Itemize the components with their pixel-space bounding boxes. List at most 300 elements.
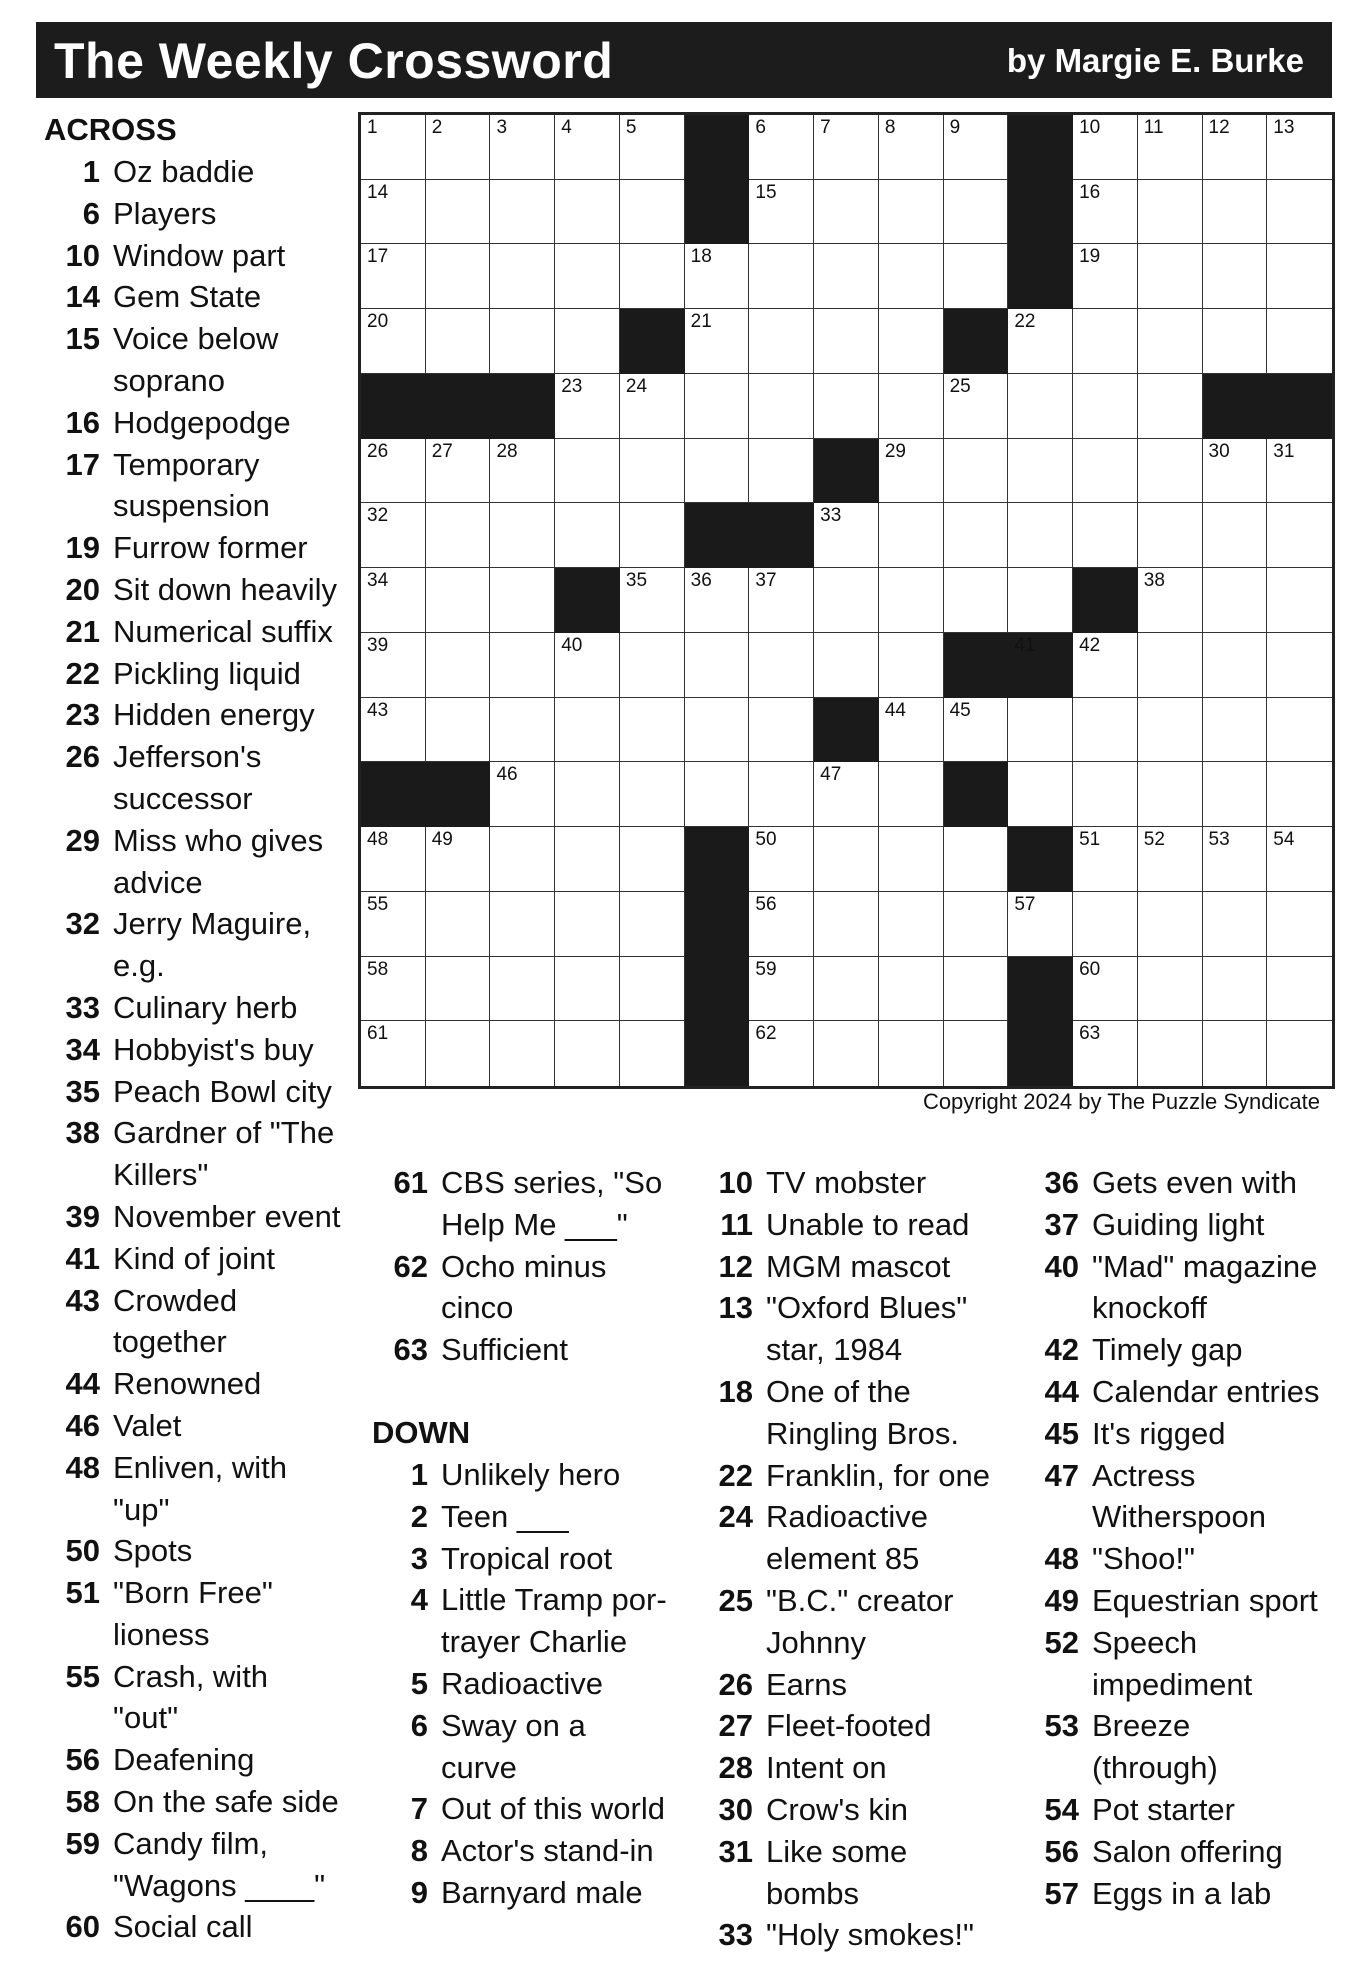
clue-text: knockoff <box>1092 1290 1207 1326</box>
grid-cell[interactable] <box>555 309 620 374</box>
grid-cell[interactable] <box>749 762 814 827</box>
black-square <box>555 568 620 633</box>
grid-cell[interactable] <box>814 957 879 1022</box>
grid-cell[interactable] <box>1267 762 1332 827</box>
clue-number: 11 <box>720 1206 753 1242</box>
clue-number: 27 <box>718 1708 753 1744</box>
grid-cell[interactable] <box>944 374 1009 439</box>
grid-cell[interactable] <box>426 957 491 1022</box>
grid-cell[interactable] <box>555 180 620 245</box>
black-square <box>426 374 491 439</box>
grid-cell[interactable] <box>426 827 491 892</box>
clue-line <box>1023 1873 1343 1915</box>
grid-cell[interactable] <box>1008 374 1073 439</box>
grid-cell[interactable] <box>490 180 555 245</box>
grid-cell[interactable] <box>1203 244 1268 309</box>
grid-cell[interactable] <box>749 892 814 957</box>
grid-cell[interactable] <box>1203 115 1268 180</box>
grid-cell[interactable] <box>361 1021 426 1086</box>
grid-cell[interactable] <box>1203 439 1268 504</box>
grid-cell[interactable] <box>1203 762 1268 827</box>
clue-line <box>1023 1705 1343 1747</box>
grid-cell[interactable] <box>490 957 555 1022</box>
grid-cell[interactable] <box>879 892 944 957</box>
grid-cell[interactable] <box>426 633 491 698</box>
clue-number: 63 <box>393 1332 428 1368</box>
clue-text: e.g. <box>113 948 165 984</box>
black-square <box>944 309 1009 374</box>
grid-cell[interactable] <box>944 503 1009 568</box>
grid-cell[interactable] <box>814 762 879 827</box>
grid-cell[interactable] <box>1008 503 1073 568</box>
clue-number: 24 <box>718 1499 753 1535</box>
clue-number: 20 <box>65 571 100 607</box>
clue-text: Players <box>113 195 217 231</box>
grid-cell[interactable] <box>361 503 426 568</box>
grid-cell[interactable] <box>814 568 879 633</box>
grid-cell[interactable] <box>1267 892 1332 957</box>
grid-cell[interactable] <box>749 827 814 892</box>
grid-cell[interactable] <box>879 957 944 1022</box>
black-square <box>1008 115 1073 180</box>
clue-line <box>372 1454 692 1496</box>
grid-cell[interactable] <box>1203 892 1268 957</box>
grid-cell[interactable] <box>1138 309 1203 374</box>
grid-cell[interactable] <box>944 1021 1009 1086</box>
grid-cell[interactable] <box>814 244 879 309</box>
grid-cell[interactable] <box>555 439 620 504</box>
grid-cell[interactable] <box>685 698 750 763</box>
grid-cell[interactable] <box>1138 244 1203 309</box>
grid-cell[interactable] <box>490 568 555 633</box>
cell-number: 61 <box>367 1023 389 1045</box>
grid-cell[interactable] <box>879 180 944 245</box>
grid-cell[interactable] <box>1008 439 1073 504</box>
grid-cell[interactable] <box>685 244 750 309</box>
grid-cell[interactable] <box>944 698 1009 763</box>
cell-number: 58 <box>367 958 389 980</box>
grid-cell[interactable] <box>620 633 685 698</box>
grid-cell[interactable] <box>426 244 491 309</box>
grid-cell[interactable] <box>814 827 879 892</box>
grid-cell[interactable] <box>490 503 555 568</box>
grid-cell[interactable] <box>749 309 814 374</box>
grid-cell[interactable] <box>879 698 944 763</box>
grid-cell[interactable] <box>555 115 620 180</box>
clue-text: star, 1984 <box>766 1332 903 1368</box>
grid-cell[interactable] <box>1008 762 1073 827</box>
grid-cell[interactable] <box>944 439 1009 504</box>
clue-text: Gem State <box>113 279 262 315</box>
cell-number: 48 <box>367 829 389 851</box>
grid-cell[interactable] <box>361 244 426 309</box>
clue-line <box>44 1697 354 1739</box>
grid-cell[interactable] <box>814 115 879 180</box>
grid-cell[interactable] <box>1073 827 1138 892</box>
cell-number: 50 <box>755 829 777 851</box>
cell-number: 3 <box>496 117 508 138</box>
grid-cell[interactable] <box>1203 309 1268 374</box>
grid-cell[interactable] <box>1203 827 1268 892</box>
grid-cell[interactable] <box>1138 180 1203 245</box>
grid-cell[interactable] <box>1073 180 1138 245</box>
grid-cell[interactable] <box>879 1021 944 1086</box>
grid-cell[interactable] <box>1138 957 1203 1022</box>
grid-cell[interactable] <box>814 503 879 568</box>
clue-line <box>44 1489 354 1531</box>
title-banner <box>36 22 1332 98</box>
grid-cell[interactable] <box>361 115 426 180</box>
grid-cell[interactable] <box>555 827 620 892</box>
grid-cell[interactable] <box>685 568 750 633</box>
grid-cell[interactable] <box>685 439 750 504</box>
cell-number: 44 <box>884 699 906 721</box>
grid-cell[interactable] <box>426 892 491 957</box>
grid-cell[interactable] <box>814 1021 879 1086</box>
grid-cell[interactable] <box>490 698 555 763</box>
grid-cell[interactable] <box>1138 1021 1203 1086</box>
grid-cell[interactable] <box>555 892 620 957</box>
grid-cell[interactable] <box>1073 762 1138 827</box>
clue-text: Tropical root <box>441 1540 613 1576</box>
grid-cell[interactable] <box>749 633 814 698</box>
clue-text: MGM mascot <box>766 1248 951 1284</box>
grid-cell[interactable] <box>490 892 555 957</box>
grid-cell[interactable] <box>879 633 944 698</box>
clue-number: 5 <box>410 1665 428 1701</box>
cell-number: 31 <box>1273 440 1295 462</box>
grid-cell[interactable] <box>426 698 491 763</box>
grid-cell[interactable] <box>1138 892 1203 957</box>
clue-text: Earns <box>766 1666 847 1702</box>
grid-cell[interactable] <box>814 374 879 439</box>
clue-text: Calendar entries <box>1092 1373 1320 1409</box>
cell-number: 19 <box>1079 246 1101 268</box>
cell-number: 24 <box>625 375 648 397</box>
clue-number <box>44 1489 113 1531</box>
grid-cell[interactable] <box>490 633 555 698</box>
grid-cell[interactable] <box>620 244 685 309</box>
clues-column-2 <box>372 1162 692 1371</box>
grid-cell[interactable] <box>749 439 814 504</box>
black-square <box>685 1021 750 1086</box>
grid-cell[interactable] <box>1203 180 1268 245</box>
cell-number: 52 <box>1143 829 1165 851</box>
grid-cell[interactable] <box>1073 439 1138 504</box>
black-square <box>814 439 879 504</box>
grid-cell[interactable] <box>749 115 814 180</box>
clue-number: 53 <box>1044 1708 1079 1744</box>
cell-number: 47 <box>820 764 842 786</box>
grid-cell[interactable] <box>1073 309 1138 374</box>
grid-cell[interactable] <box>1138 439 1203 504</box>
grid-cell[interactable] <box>490 1021 555 1086</box>
clue-text: Witherspoon <box>1092 1499 1267 1535</box>
grid-cell[interactable] <box>1008 698 1073 763</box>
grid-cell[interactable] <box>1267 827 1332 892</box>
grid-cell[interactable] <box>361 633 426 698</box>
grid-cell[interactable] <box>426 568 491 633</box>
grid-cell[interactable] <box>361 892 426 957</box>
clue-text: Renowned <box>113 1366 262 1402</box>
grid-cell[interactable] <box>1203 568 1268 633</box>
cell-number: 60 <box>1079 958 1101 980</box>
cell-number: 42 <box>1079 634 1101 656</box>
cell-number: 9 <box>949 117 961 138</box>
clue-text: On the safe side <box>113 1784 339 1820</box>
grid-cell[interactable] <box>1073 633 1138 698</box>
grid-cell[interactable] <box>1138 633 1203 698</box>
clue-number: 57 <box>1044 1875 1079 1911</box>
grid-cell[interactable] <box>620 180 685 245</box>
black-square <box>944 633 1009 698</box>
clue-text: Kind of joint <box>113 1240 275 1276</box>
clue-line <box>372 1287 692 1329</box>
grid-cell[interactable] <box>1073 244 1138 309</box>
grid-cell[interactable] <box>879 309 944 374</box>
clue-number: 48 <box>65 1449 100 1485</box>
grid-cell[interactable] <box>1267 698 1332 763</box>
grid-cell[interactable] <box>1073 1021 1138 1086</box>
clue-number <box>44 360 113 402</box>
grid-cell[interactable] <box>1138 698 1203 763</box>
clue-text: Spots <box>113 1533 193 1569</box>
clue-line <box>44 611 354 653</box>
grid-cell[interactable] <box>879 439 944 504</box>
grid-cell[interactable] <box>1138 115 1203 180</box>
grid-cell[interactable] <box>1203 698 1268 763</box>
grid-cell[interactable] <box>944 892 1009 957</box>
grid-cell[interactable] <box>1267 115 1332 180</box>
grid-cell[interactable] <box>944 957 1009 1022</box>
clue-line <box>44 235 354 277</box>
clue-line <box>1023 1580 1343 1622</box>
grid-cell[interactable] <box>555 633 620 698</box>
grid-cell[interactable] <box>361 439 426 504</box>
grid-cell[interactable] <box>814 309 879 374</box>
clue-line <box>697 1496 1017 1538</box>
clue-text: Equestrian sport <box>1092 1582 1318 1618</box>
grid-cell[interactable] <box>555 762 620 827</box>
grid-cell[interactable] <box>426 180 491 245</box>
grid-cell[interactable] <box>1073 957 1138 1022</box>
grid-cell[interactable] <box>620 115 685 180</box>
grid-cell[interactable] <box>490 762 555 827</box>
grid-cell[interactable] <box>1138 503 1203 568</box>
grid-cell[interactable] <box>426 439 491 504</box>
grid-cell[interactable] <box>879 115 944 180</box>
grid-cell[interactable] <box>1073 892 1138 957</box>
grid-cell[interactable] <box>1008 309 1073 374</box>
clue-number: 34 <box>65 1031 100 1067</box>
cell-number: 38 <box>1143 570 1165 592</box>
grid-cell[interactable] <box>490 244 555 309</box>
grid-cell[interactable] <box>1203 1021 1268 1086</box>
grid-cell[interactable] <box>620 568 685 633</box>
grid-cell[interactable] <box>685 374 750 439</box>
grid-cell[interactable] <box>490 439 555 504</box>
grid-cell[interactable] <box>879 827 944 892</box>
grid-cell[interactable] <box>426 1021 491 1086</box>
clue-line <box>44 1656 354 1698</box>
grid-cell[interactable] <box>426 115 491 180</box>
clue-line <box>1023 1789 1343 1831</box>
grid-cell[interactable] <box>1203 957 1268 1022</box>
grid-cell[interactable] <box>620 762 685 827</box>
cell-number: 29 <box>884 440 906 462</box>
clue-line <box>44 1321 354 1363</box>
cell-number: 26 <box>367 440 389 462</box>
grid-cell[interactable] <box>1073 503 1138 568</box>
clue-text: Gardner of "The <box>113 1115 335 1151</box>
cell-number: 7 <box>820 117 831 138</box>
grid-cell[interactable] <box>879 762 944 827</box>
grid-cell[interactable] <box>1267 957 1332 1022</box>
grid-cell[interactable] <box>749 1021 814 1086</box>
grid-cell[interactable] <box>361 698 426 763</box>
grid-cell[interactable] <box>1267 1021 1332 1086</box>
cell-number: 35 <box>625 570 648 592</box>
grid-cell[interactable] <box>1073 698 1138 763</box>
clue-number: 23 <box>65 697 100 733</box>
clue-text: Gets even with <box>1092 1165 1298 1200</box>
clue-line <box>697 1246 1017 1288</box>
grid-cell[interactable] <box>361 827 426 892</box>
grid-cell[interactable] <box>944 568 1009 633</box>
clue-text: Ringling Bros. <box>766 1415 959 1451</box>
grid-cell[interactable] <box>620 957 685 1022</box>
grid-cell[interactable] <box>620 827 685 892</box>
cell-number: 32 <box>367 505 389 527</box>
clue-text: Voice below <box>113 321 279 357</box>
grid-cell[interactable] <box>361 568 426 633</box>
black-square <box>685 827 750 892</box>
grid-cell[interactable] <box>555 244 620 309</box>
clue-text: Temporary <box>113 446 260 482</box>
grid-cell[interactable] <box>620 1021 685 1086</box>
clue-number: 37 <box>1044 1206 1079 1242</box>
grid-cell[interactable] <box>749 180 814 245</box>
clue-number <box>1023 1496 1092 1538</box>
grid-cell[interactable] <box>749 957 814 1022</box>
grid-cell[interactable] <box>1138 568 1203 633</box>
grid-cell[interactable] <box>685 309 750 374</box>
grid-cell[interactable] <box>555 698 620 763</box>
grid-cell[interactable] <box>879 244 944 309</box>
grid-cell[interactable] <box>361 309 426 374</box>
grid-cell[interactable] <box>814 180 879 245</box>
clue-text: Sufficient <box>441 1332 568 1368</box>
grid-cell[interactable] <box>361 180 426 245</box>
clue-number: 31 <box>718 1833 753 1869</box>
grid-cell[interactable] <box>620 892 685 957</box>
grid-cell[interactable] <box>620 439 685 504</box>
grid-cell[interactable] <box>426 309 491 374</box>
grid-cell[interactable] <box>555 374 620 439</box>
clue-line <box>697 1705 1017 1747</box>
grid-cell[interactable] <box>1203 633 1268 698</box>
grid-cell[interactable] <box>490 827 555 892</box>
grid-cell[interactable] <box>1267 180 1332 245</box>
grid-cell[interactable] <box>749 698 814 763</box>
cell-number: 8 <box>884 117 896 138</box>
grid-cell[interactable] <box>1267 568 1332 633</box>
clue-line <box>44 1363 354 1405</box>
grid-cell[interactable] <box>1138 374 1203 439</box>
clue-line <box>697 1914 1017 1956</box>
cell-number: 14 <box>367 181 389 203</box>
grid-cell[interactable] <box>749 374 814 439</box>
grid-cell[interactable] <box>944 115 1009 180</box>
grid-cell[interactable] <box>879 568 944 633</box>
grid-cell[interactable] <box>685 633 750 698</box>
grid-cell[interactable] <box>814 892 879 957</box>
grid-cell[interactable] <box>1267 439 1332 504</box>
grid-cell[interactable] <box>555 503 620 568</box>
grid-cell[interactable] <box>944 827 1009 892</box>
grid-cell[interactable] <box>490 115 555 180</box>
grid-cell[interactable] <box>1267 633 1332 698</box>
grid-cell[interactable] <box>1008 892 1073 957</box>
black-square <box>685 503 750 568</box>
grid-cell[interactable] <box>426 503 491 568</box>
grid-cell[interactable] <box>361 957 426 1022</box>
clue-number <box>44 945 113 987</box>
grid-cell[interactable] <box>1138 827 1203 892</box>
grid-cell[interactable] <box>1073 374 1138 439</box>
grid-cell[interactable] <box>944 244 1009 309</box>
grid-cell[interactable] <box>1267 244 1332 309</box>
grid-cell[interactable] <box>620 698 685 763</box>
grid-cell[interactable] <box>555 1021 620 1086</box>
grid-cell[interactable] <box>1008 568 1073 633</box>
grid-cell[interactable] <box>620 503 685 568</box>
clue-line <box>44 778 354 820</box>
clue-line <box>44 862 354 904</box>
grid-cell[interactable] <box>1138 762 1203 827</box>
clue-number <box>44 1697 113 1739</box>
clue-line <box>44 485 354 527</box>
clue-number <box>697 1622 766 1664</box>
grid-cell[interactable] <box>490 309 555 374</box>
clue-line <box>697 1371 1017 1413</box>
clue-line <box>44 903 354 945</box>
clue-text: Barnyard male <box>441 1874 643 1910</box>
grid-cell[interactable] <box>685 762 750 827</box>
grid-cell[interactable] <box>1203 503 1268 568</box>
grid-cell[interactable] <box>1267 503 1332 568</box>
clue-text: Crowded <box>113 1282 238 1318</box>
grid-cell[interactable] <box>555 957 620 1022</box>
grid-cell[interactable] <box>1073 115 1138 180</box>
clue-number: 50 <box>65 1533 100 1569</box>
grid-cell[interactable] <box>620 374 685 439</box>
grid-cell[interactable] <box>814 633 879 698</box>
clue-number: 7 <box>410 1791 428 1827</box>
grid-cell[interactable] <box>879 374 944 439</box>
grid-cell[interactable] <box>879 503 944 568</box>
clue-line <box>44 569 354 611</box>
grid-cell[interactable] <box>1267 309 1332 374</box>
clue-number: 15 <box>65 321 100 357</box>
cell-number: 18 <box>690 246 712 268</box>
black-square <box>1073 568 1138 633</box>
grid-cell[interactable] <box>749 568 814 633</box>
grid-cell[interactable] <box>749 244 814 309</box>
grid-cell[interactable] <box>944 180 1009 245</box>
clue-number <box>697 1873 766 1915</box>
clue-line <box>697 1538 1017 1580</box>
